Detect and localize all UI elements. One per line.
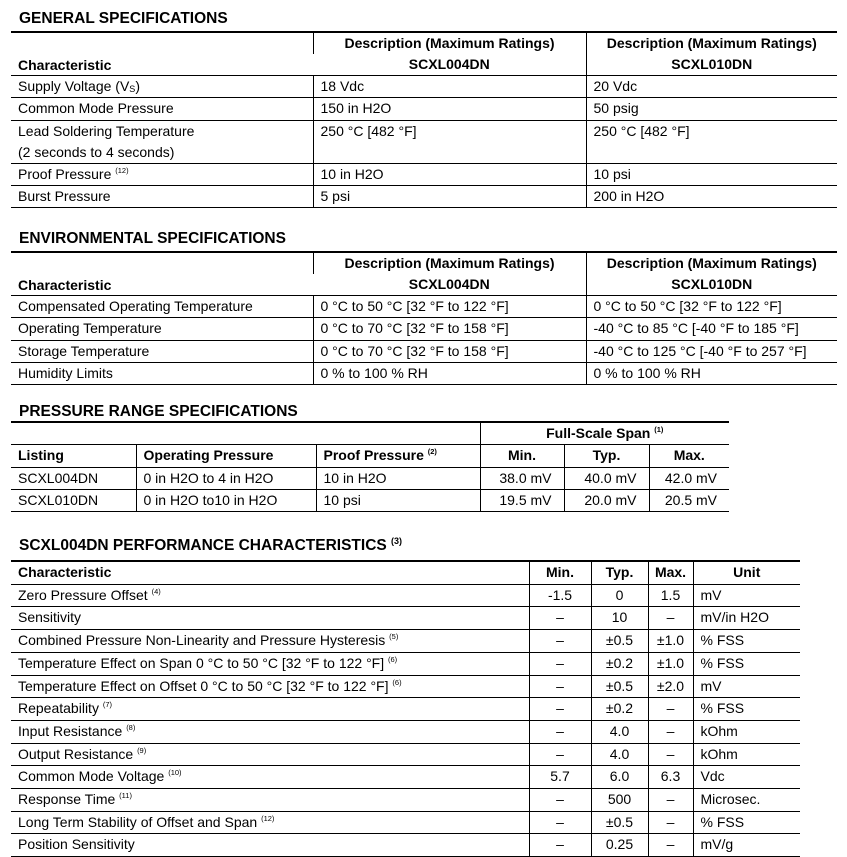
cell-min: 38.0 mV — [480, 467, 564, 489]
cell-value: 10 psi — [586, 163, 837, 185]
cell-unit: mV — [693, 584, 800, 607]
table-row — [11, 76, 837, 98]
environmental-specs-title: ENVIRONMENTAL SPECIFICATIONS — [19, 230, 286, 247]
cell-max: – — [648, 698, 693, 721]
cell-typ: 40.0 mV — [564, 467, 649, 489]
column-header-full-scale-span: Full-Scale Span $^{(1)}$ — [480, 422, 729, 445]
row-label: Humidity Limits — [11, 362, 313, 384]
cell-unit: kOhm — [693, 743, 800, 766]
cell-typ: ±0.2 — [591, 652, 648, 675]
cell-max: – — [648, 811, 693, 834]
column-header-desc-1: Description (Maximum Ratings) — [313, 252, 586, 274]
table-row — [11, 834, 800, 857]
cell-min: – — [529, 743, 591, 766]
performance-table — [11, 560, 800, 857]
footnote-ref: (1) — [654, 425, 664, 434]
table-row — [11, 318, 837, 340]
row-label: Temperature Effect on Span 0 °C to 50 °C [32 °F to 122 °F] $^{(6)}$ — [11, 652, 529, 675]
table-row — [11, 120, 837, 163]
footnote-ref: (6) — [388, 654, 398, 664]
cell-max: 6.3 — [648, 766, 693, 789]
column-header-model-1: SCXL004DN — [408, 56, 490, 72]
row-label: Storage Temperature — [11, 340, 313, 362]
table-row — [11, 185, 837, 207]
cell-value: -40 °C to 125 °C [-40 °F to 257 °F] — [586, 340, 837, 362]
cell-value: 0 % to 100 % RH — [586, 362, 837, 384]
cell-value: 150 in H2O — [313, 98, 586, 120]
column-header-characteristic: Characteristic — [18, 277, 112, 293]
table-header-row — [11, 561, 800, 584]
row-label: Supply Voltage $(V_S)$ — [11, 76, 313, 98]
cell-max: – — [648, 607, 693, 630]
column-header-typ: Typ. — [591, 561, 648, 584]
cell-min: – — [529, 607, 591, 630]
table-row — [11, 467, 729, 489]
cell-unit: Microsec. — [693, 789, 800, 812]
column-header-min: Min. — [480, 445, 564, 467]
table-row — [11, 811, 800, 834]
cell-unit: % FSS — [693, 698, 800, 721]
cell-unit: mV/in H2O — [693, 607, 800, 630]
column-header-unit: Unit — [693, 561, 800, 584]
column-header-listing: Listing — [11, 445, 136, 467]
cell-value: -40 °C to 85 °C [-40 °F to 185 °F] — [586, 318, 837, 340]
cell-typ: 500 — [591, 789, 648, 812]
cell-min: – — [529, 630, 591, 653]
cell-unit: Vdc — [693, 766, 800, 789]
row-label: Common Mode Pressure — [11, 98, 313, 120]
footnote-ref: (8) — [126, 722, 136, 732]
table-row — [11, 163, 837, 185]
column-header-min: Min. — [529, 561, 591, 584]
cell-value: 250 °C [482 °F] — [313, 120, 586, 163]
table-row — [11, 720, 800, 743]
table-row — [11, 296, 837, 318]
cell-value: 0 °C to 50 °C [32 °F to 122 °F] — [586, 296, 837, 318]
environmental-specs-table — [11, 251, 837, 385]
footnote-ref: (11) — [119, 791, 132, 801]
column-header-desc-1: Description (Maximum Ratings) — [313, 32, 586, 54]
cell-unit: % FSS — [693, 652, 800, 675]
cell-proof: 10 in H2O — [316, 467, 480, 489]
cell-unit: % FSS — [693, 630, 800, 653]
footnote-ref: (5) — [389, 632, 399, 642]
footnote-ref: (3) — [391, 536, 403, 546]
column-header-proof-pressure: Proof Pressure $^{(2)}$ — [316, 445, 480, 467]
table-row — [11, 489, 729, 511]
row-label: Proof Pressure $^{(12)}$ — [11, 163, 313, 185]
table-row — [11, 584, 800, 607]
cell-typ: ±0.5 — [591, 675, 648, 698]
cell-typ: 6.0 — [591, 766, 648, 789]
column-header-model-2: SCXL010DN — [586, 54, 837, 76]
cell-typ: ±0.5 — [591, 811, 648, 834]
cell-value: 0 °C to 70 °C [32 °F to 158 °F] — [313, 318, 586, 340]
cell-min: – — [529, 834, 591, 857]
cell-value: 50 psig — [586, 98, 837, 120]
table-row — [11, 675, 800, 698]
cell-typ: 0.25 — [591, 834, 648, 857]
cell-max: 20.5 mV — [649, 489, 729, 511]
cell-max: – — [648, 834, 693, 857]
cell-listing: SCXL004DN — [11, 467, 136, 489]
table-row — [11, 743, 800, 766]
table-row — [11, 789, 800, 812]
cell-min: – — [529, 720, 591, 743]
cell-max: ±1.0 — [648, 630, 693, 653]
table-header-row — [11, 252, 837, 274]
column-header-desc-2: Description (Maximum Ratings) — [586, 32, 837, 54]
footnote-ref: (9) — [137, 745, 147, 755]
row-label: Long Term Stability of Offset and Span $^{(12)}$ — [11, 811, 529, 834]
cell-value: 5 psi — [313, 185, 586, 207]
row-label: Position Sensitivity — [11, 834, 529, 857]
cell-typ: 20.0 mV — [564, 489, 649, 511]
cell-value: 10 in H2O — [313, 163, 586, 185]
column-header-model-2: SCXL010DN — [586, 274, 837, 296]
row-label: Lead Soldering Temperature (2 seconds to 4 seconds) — [11, 120, 313, 163]
cell-unit: kOhm — [693, 720, 800, 743]
cell-typ: ±0.5 — [591, 630, 648, 653]
row-label: Operating Temperature — [11, 318, 313, 340]
table-row — [11, 362, 837, 384]
cell-operating: 0 in H2O to 4 in H2O — [136, 467, 316, 489]
row-label: Zero Pressure Offset $^{(4)}$ — [11, 584, 529, 607]
cell-value: 200 in H2O — [586, 185, 837, 207]
cell-value: 0 °C to 70 °C [32 °F to 158 °F] — [313, 340, 586, 362]
cell-typ: 4.0 — [591, 720, 648, 743]
row-label: Burst Pressure — [11, 185, 313, 207]
table-row — [11, 340, 837, 362]
row-label: Response Time $^{(11)}$ — [11, 789, 529, 812]
table-header-row — [11, 422, 729, 445]
table-row — [11, 607, 800, 630]
table-header-row — [11, 32, 837, 54]
cell-unit: mV/g — [693, 834, 800, 857]
cell-min: – — [529, 698, 591, 721]
cell-proof: 10 psi — [316, 489, 480, 511]
column-header-typ: Typ. — [564, 445, 649, 467]
footnote-ref: (7) — [102, 700, 112, 710]
cell-value: 20 Vdc — [586, 76, 837, 98]
cell-typ: ±0.2 — [591, 698, 648, 721]
cell-max: ±2.0 — [648, 675, 693, 698]
column-header-desc-2: Description (Maximum Ratings) — [586, 252, 837, 274]
row-label: Combined Pressure Non-Linearity and Pressure Hysteresis $^{(5)}$ — [11, 630, 529, 653]
footnote-ref: (12) — [115, 165, 129, 175]
cell-unit: mV — [693, 675, 800, 698]
cell-max: ±1.0 — [648, 652, 693, 675]
cell-operating: 0 in H2O to10 in H2O — [136, 489, 316, 511]
cell-unit: % FSS — [693, 811, 800, 834]
table-row — [11, 652, 800, 675]
row-label: Compensated Operating Temperature — [11, 296, 313, 318]
cell-typ: 4.0 — [591, 743, 648, 766]
general-specs-table — [11, 31, 837, 208]
performance-title: SCXL004DN PERFORMANCE CHARACTERISTICS $^{(3)}$ — [19, 536, 403, 554]
row-label: Temperature Effect on Offset 0 °C to 50 °C [32 °F to 122 °F] $^{(6)}$ — [11, 675, 529, 698]
footnote-ref: (6) — [392, 677, 402, 687]
column-header-max: Max. — [649, 445, 729, 467]
cell-value: 250 °C [482 °F] — [586, 120, 837, 163]
table-row — [11, 630, 800, 653]
pressure-range-title: PRESSURE RANGE SPECIFICATIONS — [19, 403, 298, 420]
cell-value: 18 Vdc — [313, 76, 586, 98]
cell-listing: SCXL010DN — [11, 489, 136, 511]
row-label: Sensitivity — [11, 607, 529, 630]
column-header-characteristic: Characteristic — [18, 57, 112, 73]
cell-value: 0 % to 100 % RH — [313, 362, 586, 384]
footnote-ref: (2) — [427, 447, 437, 457]
cell-min: 5.7 — [529, 766, 591, 789]
table-header-row — [11, 445, 729, 467]
row-label: Input Resistance $^{(8)}$ — [11, 720, 529, 743]
footnote-ref: (10) — [168, 768, 182, 778]
cell-min: – — [529, 789, 591, 812]
cell-min: 19.5 mV — [480, 489, 564, 511]
cell-typ: 0 — [591, 584, 648, 607]
table-row — [11, 98, 837, 120]
cell-max: – — [648, 743, 693, 766]
table-row — [11, 766, 800, 789]
pressure-range-table — [11, 421, 729, 512]
cell-min: – — [529, 652, 591, 675]
cell-min: – — [529, 811, 591, 834]
column-header-model-1: SCXL004DN — [408, 276, 490, 292]
cell-min: – — [529, 675, 591, 698]
row-label: Repeatability $^{(7)}$ — [11, 698, 529, 721]
footnote-ref: (4) — [151, 586, 161, 596]
column-header-operating-pressure: Operating Pressure — [136, 445, 316, 467]
cell-max: 1.5 — [648, 584, 693, 607]
column-header-max: Max. — [648, 561, 693, 584]
row-label: Output Resistance $^{(9)}$ — [11, 743, 529, 766]
cell-max: – — [648, 720, 693, 743]
table-row — [11, 698, 800, 721]
column-header-characteristic: Characteristic — [18, 564, 112, 580]
cell-max: – — [648, 789, 693, 812]
general-specs-title: GENERAL SPECIFICATIONS — [19, 10, 228, 27]
cell-max: 42.0 mV — [649, 467, 729, 489]
cell-value: 0 °C to 50 °C [32 °F to 122 °F] — [313, 296, 586, 318]
row-label: Common Mode Voltage $^{(10)}$ — [11, 766, 529, 789]
footnote-ref: (12) — [261, 813, 275, 823]
cell-min: -1.5 — [529, 584, 591, 607]
cell-typ: 10 — [591, 607, 648, 630]
